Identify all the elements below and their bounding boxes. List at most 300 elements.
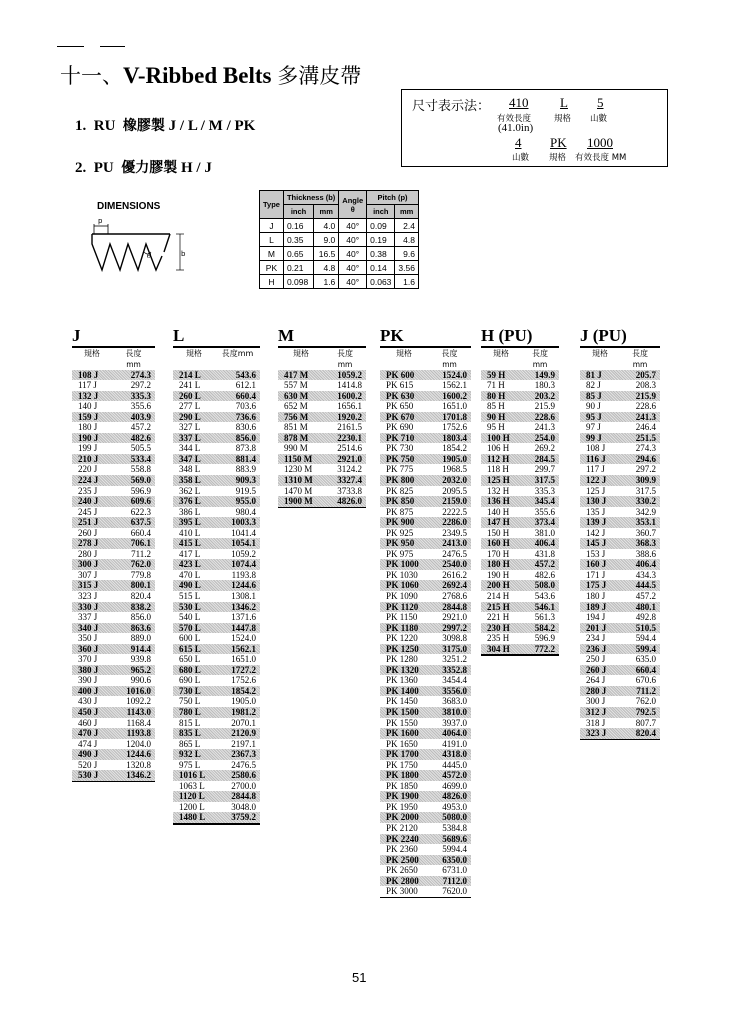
- belt-length: 1524.0: [442, 369, 467, 380]
- table-row: [380, 781, 471, 792]
- belt-length: 703.6: [235, 401, 256, 412]
- belt-length: 1905.0: [442, 453, 467, 464]
- belt-length: 594.4: [635, 633, 656, 644]
- belt-code: PK 650: [386, 401, 414, 412]
- belt-length: 241.3: [534, 422, 555, 433]
- table-row: [580, 675, 660, 686]
- table-row: [278, 422, 366, 433]
- belt-length: 2921.0: [337, 453, 362, 464]
- belt-code: 395 L: [179, 517, 201, 528]
- table-row: [173, 517, 260, 528]
- belt-length: 2197.1: [231, 738, 256, 749]
- table-row: [580, 686, 660, 697]
- table-row: [72, 760, 155, 771]
- belt-code: 780 L: [179, 707, 201, 717]
- header-inch: inch: [283, 205, 313, 219]
- belt-length: 1651.0: [231, 654, 256, 665]
- belt-length: 2700.0: [231, 780, 256, 791]
- subheader-code: 規格: [592, 348, 608, 358]
- belt-length: 2120.9: [231, 728, 256, 739]
- belt-length: 3098.8: [442, 633, 467, 644]
- table-row: [72, 665, 155, 676]
- belt-code: 750 L: [179, 696, 201, 707]
- table-row: [380, 475, 471, 486]
- table-row: [173, 612, 260, 623]
- belt-length: 373.4: [534, 517, 555, 528]
- belt-code: 386 L: [179, 506, 201, 517]
- table-row: [580, 433, 660, 444]
- belt-length: 294.6: [635, 453, 656, 464]
- subheader-unit: mm: [632, 359, 648, 369]
- belt-length: 2692.4: [442, 580, 467, 591]
- belt-code: 380 J: [78, 664, 99, 675]
- table-row: [380, 496, 471, 507]
- belt-length: 2476.5: [442, 548, 467, 559]
- table-row: [278, 391, 366, 402]
- belt-length: 1308.1: [231, 590, 256, 601]
- header-inch: inch: [367, 205, 395, 219]
- table-row: [481, 454, 559, 465]
- size-column-j: [72, 326, 155, 782]
- belt-length: 3810.0: [442, 707, 467, 717]
- belt-length: 863.6: [130, 622, 151, 633]
- belt-length: 1204.0: [126, 738, 151, 749]
- title-zh: 多溝皮帶: [277, 64, 362, 88]
- belt-length: 5689.6: [442, 833, 467, 844]
- belt-length: 637.5: [130, 517, 151, 528]
- belt-length: 5384.8: [442, 823, 467, 834]
- belt-code: 400 J: [78, 685, 99, 696]
- table-row: [481, 559, 559, 570]
- belt-length: 345.4: [534, 496, 555, 507]
- table-row: [72, 602, 155, 613]
- belt-code: 214 L: [179, 369, 201, 380]
- notation-label: 尺寸表示法：: [412, 99, 491, 114]
- belt-length: 492.8: [635, 612, 656, 623]
- belt-code: 175 J: [586, 580, 607, 591]
- table-row: [72, 401, 155, 412]
- table-row: [173, 580, 260, 591]
- belt-code: 241 L: [179, 380, 201, 391]
- table-row: [580, 549, 660, 560]
- table-row: [481, 412, 559, 423]
- belt-code: PK 875: [386, 506, 414, 517]
- belt-length: 2230.1: [337, 432, 362, 443]
- belt-code: PK 825: [386, 485, 414, 496]
- table-row: [580, 401, 660, 412]
- belt-code: 116 J: [586, 453, 606, 464]
- belt-code: 142 J: [586, 527, 606, 538]
- belt-length: 3048.0: [231, 801, 256, 812]
- belt-code: 117 J: [586, 464, 605, 475]
- belt-length: 3733.8: [337, 485, 362, 496]
- table-row: [278, 380, 366, 391]
- dim-cell-t-mm: 16.5: [314, 247, 339, 261]
- table-row: [380, 570, 471, 581]
- belt-code: PK 1500: [386, 707, 419, 717]
- size-column-hpu: [481, 326, 559, 656]
- table-row: [72, 412, 155, 423]
- ex1-ribs: 5: [597, 95, 604, 110]
- belt-length: 2349.5: [442, 527, 467, 538]
- belt-code: 540 L: [179, 612, 201, 623]
- belt-code: 234 J: [586, 633, 606, 644]
- table-row: [72, 454, 155, 465]
- table-row: [173, 791, 260, 802]
- belt-code: 337 L: [179, 432, 201, 443]
- table-row: [481, 401, 559, 412]
- belt-code: PK 900: [386, 517, 415, 528]
- belt-length: 4191.0: [442, 738, 467, 749]
- belt-code: 515 L: [179, 590, 201, 601]
- table-row: [580, 612, 660, 623]
- belt-length: 1041.4: [231, 527, 256, 538]
- subheader-length: 長度: [125, 348, 142, 358]
- table-row: [380, 644, 471, 655]
- belt-code: 557 M: [284, 380, 308, 391]
- table-row: [72, 696, 155, 707]
- belt-length: 3937.0: [442, 717, 467, 728]
- subheader-code: 規格: [84, 348, 100, 358]
- subheader-unit: mm: [337, 359, 353, 369]
- ex1-ribs-desc: 山數: [590, 114, 608, 124]
- ex2-length: 1000: [587, 135, 613, 150]
- table-row: [72, 633, 155, 644]
- belt-length: 762.0: [130, 559, 151, 570]
- belt-code: 140 J: [78, 401, 98, 412]
- belt-code: 160 J: [586, 559, 607, 570]
- belt-length: 660.4: [635, 664, 656, 675]
- section-types: H / J: [181, 160, 212, 176]
- belt-length: 3683.0: [442, 696, 467, 707]
- belt-code: 680 L: [179, 664, 201, 675]
- belt-code: 260 J: [78, 527, 98, 538]
- table-row: [380, 538, 471, 549]
- belt-length: 5994.4: [442, 844, 467, 855]
- table-row: [72, 464, 155, 475]
- table-row: [580, 454, 660, 465]
- belt-code: 90 J: [586, 401, 601, 412]
- belt-code: 690 L: [179, 675, 201, 686]
- ex2-ribs-desc: 山數: [512, 153, 530, 163]
- table-row: [380, 675, 471, 686]
- column-unit-row: [481, 360, 559, 369]
- table-row: [380, 823, 471, 834]
- belt-code: 136 H: [487, 496, 510, 507]
- belt-code: 235 H: [487, 633, 510, 644]
- belt-length: 5080.0: [442, 812, 467, 823]
- table-row: [72, 486, 155, 497]
- belt-length: 3251.2: [442, 654, 467, 665]
- belt-code: PK 1700: [386, 749, 419, 760]
- dim-cell-t-in: 0.35: [283, 233, 313, 247]
- table-row: [380, 665, 471, 676]
- table-row: [580, 507, 660, 518]
- table-row: [72, 380, 155, 391]
- title-deco-line: [100, 46, 125, 47]
- dimensions-row: [260, 247, 419, 261]
- belt-length: 274.3: [130, 369, 151, 380]
- belt-length: 317.5: [635, 485, 656, 496]
- belt-code: 337 J: [78, 612, 98, 623]
- belt-length: 335.3: [130, 390, 151, 401]
- belt-length: 7620.0: [442, 886, 467, 897]
- belt-code: 878 M: [284, 432, 309, 443]
- belt-length: 2514.6: [337, 443, 362, 454]
- table-row: [481, 475, 559, 486]
- belt-code: 199 J: [78, 443, 98, 454]
- table-row: [380, 802, 471, 813]
- header-type: Type: [260, 191, 284, 219]
- table-row: [173, 412, 260, 423]
- table-row: [278, 464, 366, 475]
- belt-code: 630 M: [284, 390, 309, 401]
- column-rows: [72, 370, 155, 781]
- belt-length: 246.4: [635, 422, 656, 433]
- table-row: [173, 370, 260, 381]
- belt-length: 1562.1: [231, 643, 256, 654]
- belt-code: PK 1220: [386, 633, 418, 644]
- belt-length: 208.3: [635, 380, 656, 391]
- belt-code: 530 L: [179, 601, 201, 612]
- table-row: [72, 433, 155, 444]
- belt-length: 299.7: [534, 464, 555, 475]
- table-row: [481, 517, 559, 528]
- belt-length: 4826.0: [337, 496, 362, 507]
- table-row: [173, 633, 260, 644]
- ex1-type: L: [560, 95, 568, 110]
- belt-length: 1752.6: [442, 422, 467, 433]
- belt-code: 59 H: [487, 369, 506, 380]
- column-unit-row: [580, 360, 660, 369]
- belt-code: PK 3000: [386, 886, 418, 897]
- table-row: [580, 370, 660, 381]
- belt-length: 2844.8: [231, 791, 256, 802]
- belt-code: 652 M: [284, 401, 308, 412]
- belt-length: 873.8: [235, 443, 256, 454]
- belt-code: 189 J: [586, 601, 607, 612]
- belt-code: PK 600: [386, 369, 415, 380]
- table-row: [580, 602, 660, 613]
- belt-length: 228.6: [534, 411, 555, 422]
- dim-cell-type: PK: [260, 261, 284, 275]
- ex1-type-desc: 規格: [554, 114, 572, 124]
- table-row: [481, 623, 559, 634]
- belt-code: 415 L: [179, 538, 201, 549]
- belt-code: 280 J: [586, 685, 607, 696]
- dimensions-body: [260, 219, 419, 289]
- belt-code: PK 1000: [386, 559, 419, 570]
- table-row: [380, 528, 471, 539]
- table-row: [580, 665, 660, 676]
- belt-code: PK 1120: [386, 601, 419, 612]
- belt-code: PK 730: [386, 443, 414, 454]
- belt-length: 2286.0: [442, 517, 467, 528]
- belt-length: 388.6: [635, 548, 656, 559]
- table-row: [278, 401, 366, 412]
- belt-code: 1016 L: [179, 770, 206, 781]
- belt-length: 820.4: [130, 590, 151, 601]
- ex1-length-desc: 有效長度: [497, 114, 532, 124]
- table-row: [72, 749, 155, 760]
- belt-length: 838.2: [130, 601, 151, 612]
- table-row: [173, 443, 260, 454]
- column-heading: J (PU): [580, 326, 627, 345]
- ex1-length-inch: (41.0in): [498, 122, 534, 134]
- section-code: PU: [93, 160, 114, 176]
- belt-code: 147 H: [487, 517, 510, 528]
- table-row: [380, 507, 471, 518]
- belt-code: 300 J: [78, 559, 99, 570]
- belt-length: 543.6: [534, 590, 555, 601]
- dim-cell-p-mm: 9.6: [395, 247, 419, 261]
- belt-code: 210 J: [78, 453, 99, 464]
- column-rows: [173, 370, 260, 824]
- belt-length: 2921.0: [442, 612, 467, 623]
- belt-code: 347 L: [179, 453, 201, 464]
- belt-code: PK 1030: [386, 569, 418, 580]
- table-row: [580, 496, 660, 507]
- header-pitch: Pitch (p): [367, 191, 419, 205]
- table-row: [173, 696, 260, 707]
- belt-code: 1470 M: [284, 485, 313, 496]
- belt-code: 108 J: [586, 443, 606, 454]
- belt-length: 431.8: [534, 548, 555, 559]
- table-row: [173, 422, 260, 433]
- table-row: [580, 654, 660, 665]
- belt-code: PK 1250: [386, 643, 419, 654]
- table-row: [380, 602, 471, 613]
- belt-length: 1143.0: [126, 707, 151, 717]
- belt-length: 965.2: [130, 664, 151, 675]
- table-row: [380, 865, 471, 876]
- belt-length: 856.0: [235, 432, 256, 443]
- belt-length: 914.4: [130, 643, 151, 654]
- belt-length: 1905.0: [231, 696, 256, 707]
- table-row: [72, 528, 155, 539]
- belt-length: 6731.0: [442, 865, 467, 876]
- table-row: [380, 844, 471, 855]
- dim-cell-t-mm: 9.0: [314, 233, 339, 247]
- belt-code: 1310 M: [284, 474, 313, 485]
- table-row: [173, 475, 260, 486]
- belt-length: 1656.1: [337, 401, 362, 412]
- belt-code: 600 L: [179, 633, 201, 644]
- belt-length: 955.0: [235, 496, 256, 507]
- table-row: [380, 464, 471, 475]
- belt-code: 865 L: [179, 738, 201, 749]
- table-row: [380, 739, 471, 750]
- dim-cell-t-in: 0.098: [283, 275, 313, 289]
- table-row: [173, 380, 260, 391]
- belt-profile-diagram: [84, 212, 194, 290]
- table-row: [173, 454, 260, 465]
- belt-code: 470 L: [179, 569, 201, 580]
- table-row: [580, 644, 660, 655]
- table-row: [380, 770, 471, 781]
- belt-code: PK 775: [386, 464, 414, 475]
- table-row: [72, 570, 155, 581]
- belt-code: 990 M: [284, 443, 308, 454]
- belt-code: PK 2500: [386, 854, 419, 865]
- table-row: [580, 464, 660, 475]
- belt-code: 280 J: [78, 548, 98, 559]
- belt-length: 3124.2: [337, 464, 362, 475]
- belt-code: 323 J: [78, 590, 98, 601]
- belt-code: 140 H: [487, 506, 510, 517]
- dimensions-header-row: [260, 191, 419, 205]
- subheader-length: 長度: [632, 348, 648, 358]
- table-row: [580, 422, 660, 433]
- ex2-type-desc: 規格: [549, 153, 567, 163]
- dim-cell-type: L: [260, 233, 284, 247]
- belt-length: 1803.4: [442, 432, 467, 443]
- table-row: [278, 496, 366, 507]
- table-row: [380, 812, 471, 823]
- belt-length: 309.9: [635, 474, 656, 485]
- belt-length: 792.5: [635, 707, 656, 717]
- belt-code: PK 1450: [386, 696, 418, 707]
- belt-code: 81 J: [586, 369, 602, 380]
- belt-length: 762.0: [635, 696, 656, 707]
- size-column-l: [173, 326, 260, 825]
- table-row: [481, 633, 559, 644]
- belt-code: 835 L: [179, 728, 201, 739]
- belt-length: 2367.3: [231, 749, 256, 760]
- table-row: [173, 496, 260, 507]
- belt-length: 1727.2: [231, 664, 256, 675]
- belt-length: 2616.2: [442, 569, 467, 580]
- table-row: [481, 538, 559, 549]
- table-row: [380, 623, 471, 634]
- table-row: [580, 380, 660, 391]
- belt-code: 474 J: [78, 738, 98, 749]
- belt-code: 251 J: [78, 517, 99, 528]
- belt-length: 561.3: [534, 612, 555, 623]
- table-row: [173, 686, 260, 697]
- table-row: [380, 707, 471, 718]
- table-row: [580, 623, 660, 634]
- belt-code: 460 J: [78, 717, 98, 728]
- belt-code: PK 1360: [386, 675, 418, 686]
- table-row: [72, 391, 155, 402]
- ex2-type: PK: [550, 135, 567, 150]
- dim-cell-angle: 40°: [339, 261, 367, 275]
- dim-cell-angle: 40°: [339, 275, 367, 289]
- belt-code: PK 1060: [386, 580, 419, 591]
- belt-code: 323 J: [586, 728, 607, 739]
- belt-length: 2580.6: [231, 770, 256, 781]
- belt-code: PK 2800: [386, 875, 419, 886]
- belt-length: 3454.4: [442, 675, 467, 686]
- table-row: [173, 665, 260, 676]
- table-row: [481, 507, 559, 518]
- belt-code: 1230 M: [284, 464, 313, 475]
- table-row: [481, 528, 559, 539]
- belt-length: 297.2: [130, 380, 151, 391]
- subheader-unit: mm: [532, 359, 548, 369]
- dim-cell-t-in: 0.65: [283, 247, 313, 261]
- belt-length: 241.3: [635, 411, 656, 422]
- belt-length: 3759.2: [231, 812, 256, 823]
- subheader-code: 規格: [396, 348, 412, 358]
- belt-code: 130 J: [586, 496, 607, 507]
- belt-code: 360 J: [78, 643, 99, 654]
- table-row: [580, 696, 660, 707]
- belt-code: 423 L: [179, 559, 201, 570]
- dim-cell-t-mm: 4.8: [314, 261, 339, 275]
- belt-code: 159 J: [78, 411, 99, 422]
